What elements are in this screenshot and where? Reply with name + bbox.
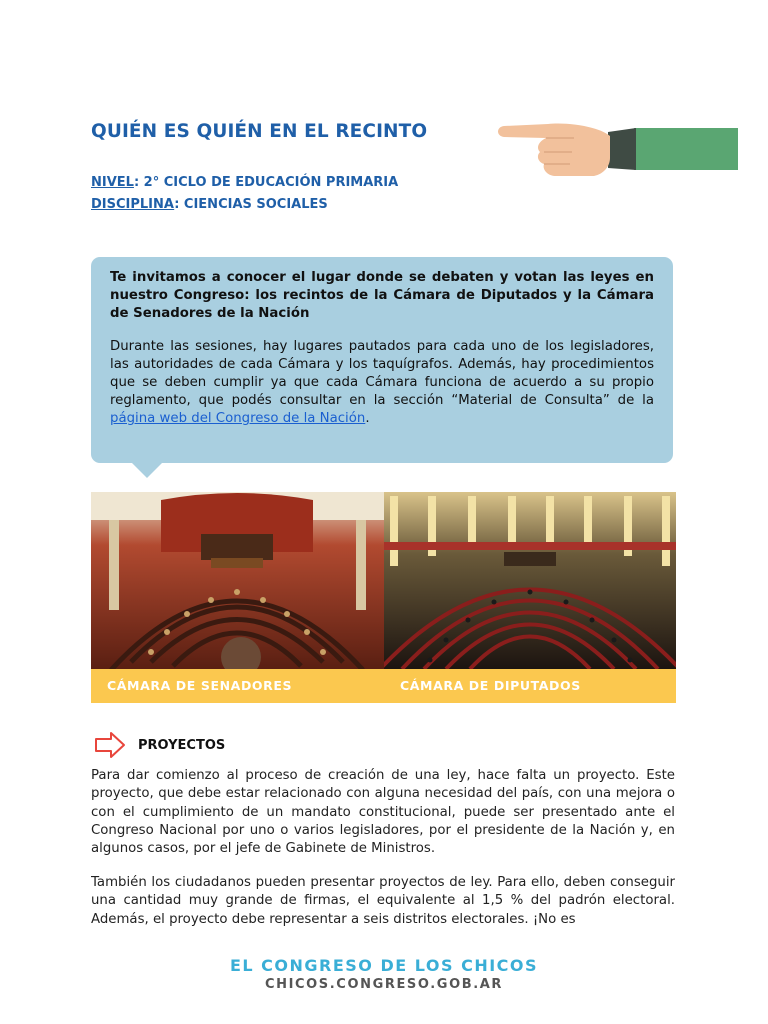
section-title-proyectos: PROYECTOS bbox=[138, 738, 226, 753]
paragraph-proyectos-2: También los ciudadanos pueden presentar proyectos de ley. Para ello, deben conseguir una cantidad muy grande de firmas, el equivalente al 1,5 % del padrón electoral. Además, el proyecto debe representar a seis distritos electorales. ¡No es bbox=[91, 875, 675, 927]
caption-senadores: CÁMARA DE SENADORES bbox=[107, 678, 293, 693]
callout-body-text: Durante las sesiones, hay lugares pautados para cada uno de los legisladores, las autoridades de cada Cámara y los taquígrafos. Además, hay procedimientos que se deben cumplir ya que cada Cámara funciona de acuerdo a su propio reglamento, que podés consultar en la sección “Material de Consulta” de la bbox=[110, 339, 654, 408]
callout-body-end: . bbox=[365, 411, 370, 426]
callout-tail bbox=[130, 461, 164, 478]
diputados-photo bbox=[384, 492, 676, 669]
footer-url: CHICOS.CONGRESO.GOB.AR bbox=[264, 977, 504, 992]
nivel-value: : 2° CICLO DE EDUCACIÓN PRIMARIA bbox=[133, 175, 399, 190]
congreso-web-link[interactable]: página web del Congreso de la Nación bbox=[110, 411, 366, 426]
disciplina-line bbox=[91, 197, 328, 212]
caption-diputados: CÁMARA DE DIPUTADOS bbox=[400, 678, 581, 693]
nivel-label: NIVEL bbox=[91, 175, 134, 190]
paragraph-proyectos-1: Para dar comienzo al proceso de creación de una ley, hace falta un proyecto. Este proyecto, que debe estar relacionado con alguna necesidad del país, con una mejora o con el cumplimiento de un mandato constitucional, puede ser presentado ante el Congreso Nacional por uno o varios legisladores, por el presidente de la Nación y, en algunos casos, por el jefe de Gabinete de Ministros. bbox=[91, 768, 675, 857]
arrow-right-icon bbox=[93, 731, 127, 759]
senadores-photo bbox=[91, 492, 384, 669]
disciplina-value: : CIENCIAS SOCIALES bbox=[174, 197, 328, 212]
callout-body bbox=[110, 338, 654, 428]
nivel-line bbox=[91, 175, 398, 190]
footer-brand: EL CONGRESO DE LOS CHICOS bbox=[229, 956, 539, 975]
pointing-hand-icon bbox=[494, 118, 738, 182]
disciplina-label: DISCIPLINA bbox=[91, 197, 175, 212]
chambers-photos bbox=[91, 492, 676, 703]
intro-callout bbox=[91, 257, 673, 463]
photo-caption-bar bbox=[91, 669, 676, 703]
page-title: QUIÉN ES QUIÉN EN EL RECINTO bbox=[91, 121, 428, 142]
callout-lead: Te invitamos a conocer el lugar donde se debaten y votan las leyes en nuestro Congreso: los recintos de la Cámara de Diputados y la Cámara de Senadores de la Nación bbox=[110, 270, 654, 321]
